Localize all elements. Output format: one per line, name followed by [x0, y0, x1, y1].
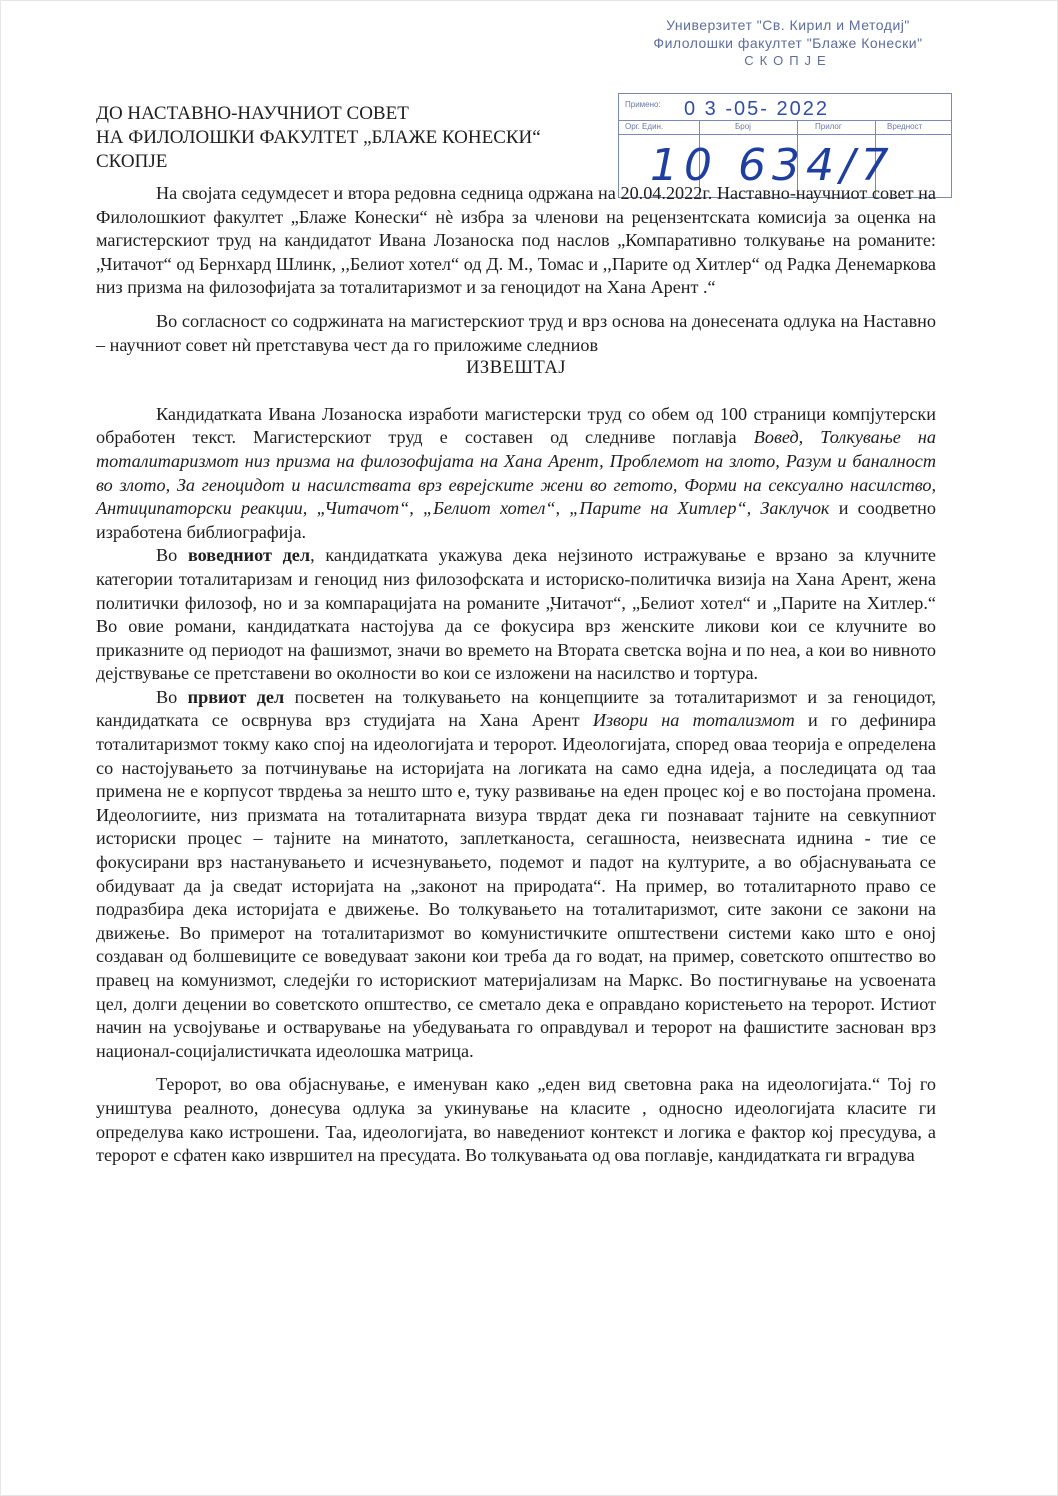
report-title: ИЗВЕШТАЈ	[466, 358, 566, 379]
stamp-date: 0 3 -05- 2022	[684, 98, 829, 120]
paragraph-terror: Теророт, во ова објаснување, е именуван како „еден вид световна рака на идеологијата.“ Тој го уништува реалното, донесува одлука за укинување на класите , односно идеологијата класите ги определува како истрошени. Таа, идеологијата, во наведениот контекст и логика е фактор кој пресудува, а теророт е сфатен како извршител на пресудата. Во толкувањата од ова поглавје, кандидатката ги вградува	[96, 1074, 936, 1166]
paragraph-introduction-part	[96, 544, 936, 686]
chapter-list: Вовед, Толкување на тоталитаризмот низ призма на филозофијата на Хана Арент, Проблемот на злото, Разум и баналност во злото, За геноцидот и насилствата врз еврејските жени во гетото, Форми на сексуално насилство, Антиципаторски реакции, „Читачот“, „Белиот хотел“, „Парите на Хитлер“, Заклучок	[96, 427, 936, 519]
paragraph-agreement: Во согласност со содржината на магистерскиот труд и врз основа на донесената одлука на Наставно – научниот совет нѝ претставува чест да го приложиме следниов	[96, 310, 936, 355]
para-text: посветен на толкувањето на концепциите за тоталитаризмот и за геноцидот, кандидатката се осврнува врз студијата на Хана Арент	[96, 686, 936, 731]
stamp-label-org-unit: Орг. Един.	[625, 122, 664, 131]
para-text-cont: и го дефинира тоталитаризмот токму како спој на идеологијата и теророт. Идеологијата, според оваа теорија е определена со настојувањето за потчинување на историјата на логиката на само една идеја, а последицата од таа примена не е корпусот тврдења за нешто што е, туку развивање на еден процес кој е во постојана промена. Идеологиите, низ призмата на тоталитарната визура тврдат дека ги познаваат тајните на севкупниот историски процес – тајните на минатото, заплетканоста, сегашноста, неизвесната иднина - тие се фокусирани врз настанувањето и исчезнувањето, подемот и падот на културите, а во објаснувањата се обидуваат да ја сведат историјата на „законот на природата“. На пример, во тоталитарното право се подразбира дека историјата е движење. Во толкувањето на тоталитаризмот, сите закони се закони на движење. Во примерот на тоталитаризмот во комунистичките општествени системи како што е оној создаван од болшевиците се воведуваат закони кои треба да го водат, на пример, советското општество во правец на комунизмот, следејќи го историскиот материјализам на Маркс. Во постигнување на усвоената цел, долги децении во советското општество, се сметало дека е оправдано користењето на теророт. Истиот начин на усвојување и остварување на убедувањата го оправдувал и теророт на фашистите заснован врз национал-социјалистичката идеолошка матрица.	[96, 710, 936, 1061]
paragraph-first-part	[96, 686, 936, 1064]
structure-text-end: и соодветно изработена библиографија.	[96, 498, 936, 542]
paragraph-intro: На својата седумдесет и втора редовна седница одржана на 20.04.2022г. Наставно-научниот совет на Филолошкиот факултет „Блаже Конески“ нè избра за членови на рецензентската комисија за оценка на магистерскиот труд на кандидатот Ивана Лозаноска под наслов „Компаративно толкување на романите: „Читачот“ од Бернхард Шлинк, ,,Белиот хотел“ од Д. М., Томас и ,,Парите од Хитлер“ од Радка Денемаркова низ призма на филозофијата за тоталитаризмот и за геноцидот на Хана Арент .“	[96, 183, 936, 298]
addressee-line: СКОПЈЕ	[96, 151, 168, 172]
para-lead: Во	[156, 686, 188, 707]
para-text: , кандидатката укажува дека нејзиното истражување е врзано за клучните категории тоталитаризам и геноцид низ филозофската и историско-политичка визија на Хана Арент, жена политички филозоф, но и за компарацијата на романите „Читачот“, „Белиот хотел“ и „Парите на Хитлер.“ Во овие романи, кандидатката настојува да се фокусира врз женските ликови кои се клучните во приказните од периодот на фашизмот, значи во времето на Втората светска војна и по неа, а кои во нивното дејствување се претставени во околности во кои се изложени на насилство и тортура.	[96, 545, 936, 684]
stamp-city: СКОПЈЕ	[744, 53, 832, 68]
stamp-label-number: Број	[735, 122, 751, 131]
document-body	[96, 182, 936, 1168]
addressee-line: НА ФИЛОЛОШКИ ФАКУЛТЕТ „БЛАЖЕ КОНЕСКИ“	[96, 127, 541, 148]
book-title: Извори на тотализмот	[592, 710, 795, 731]
para-lead: Во	[156, 545, 188, 566]
registry-stamp-header	[618, 16, 958, 70]
para-bold-term: воведниот дел	[187, 545, 311, 566]
stamp-label-received: Примено:	[625, 100, 661, 109]
addressee-line: ДО НАСТАВНО-НАУЧНИОТ СОВЕТ	[96, 103, 409, 124]
para-bold-term: првиот дел	[187, 686, 285, 707]
stamp-university: Универзитет "Св. Кирил и Методиј"	[666, 17, 910, 33]
stamp-faculty: Филолошки факултет "Блаже Конески"	[653, 35, 923, 51]
structure-text: Кандидатката Ивана Лозаноска изработи магистерски труд со обем од 100 страници компјутерски обработен текст. Магистерскиот труд е составен од следниве поглавја	[96, 403, 936, 448]
stamp-label-value: Вредност	[887, 122, 923, 131]
stamp-label-attachment: Прилог	[815, 122, 842, 131]
stamp-handwritten-number: 10 634/7	[650, 140, 895, 191]
addressee-block	[96, 102, 541, 174]
paragraph-structure	[96, 403, 936, 545]
